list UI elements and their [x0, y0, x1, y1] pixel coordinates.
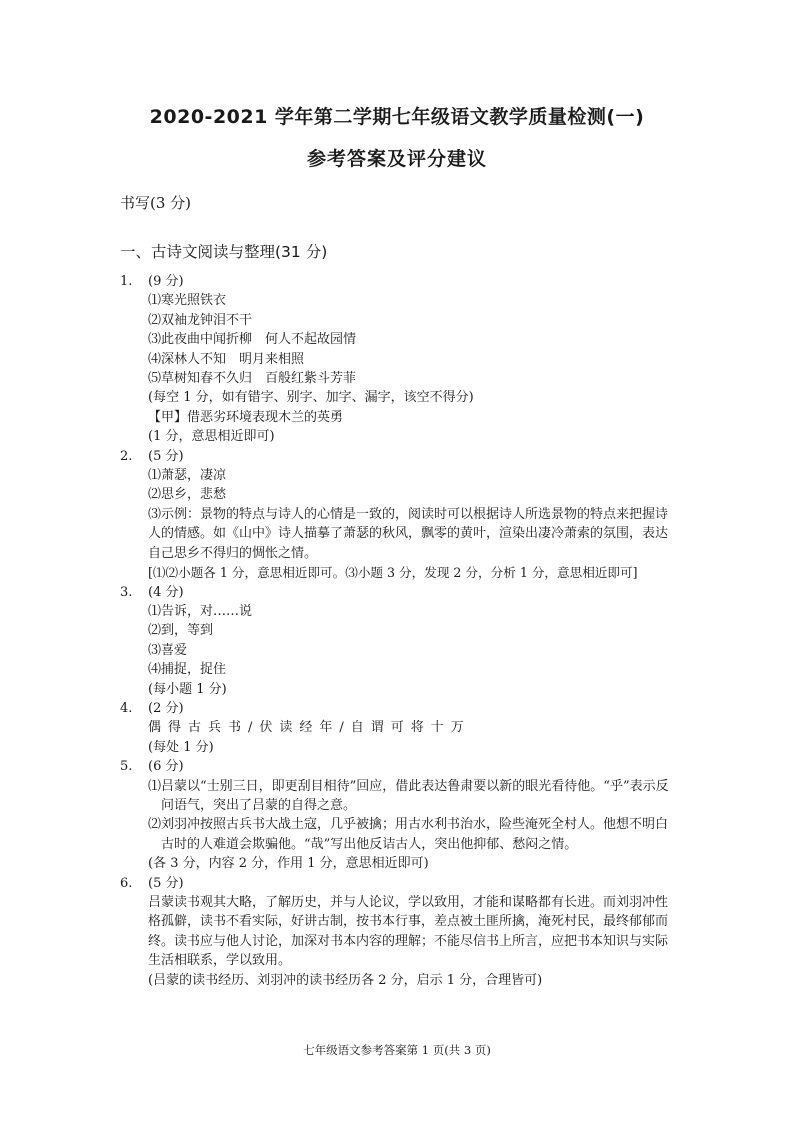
- question-number: 3.: [120, 584, 133, 600]
- scoring-rule: (1 分，意思相近即可): [148, 429, 275, 445]
- question-4: [120, 699, 680, 757]
- answer-item: ⑷捕捉，捉住: [148, 662, 227, 678]
- answer-item: 吕蒙读书观其大略，了解历史，并与人论议，学以致用，才能和谋略都有长进。而刘羽冲性格孤僻，读书不看实际，好讲古制，按书本行事，差点被土匪所擒，淹死村民，最终郁郁而终。读书应与他人讨论，加深对书本内容的理解；不能尽信书上所言，应把书本知识与实际生活相联系，学以致用。: [148, 895, 669, 969]
- question-number: 6.: [120, 875, 133, 891]
- page-title: 2020-2021 学年第二学期七年级语文教学质量检测(一): [149, 106, 645, 128]
- scoring-rule: (每空 1 分，如有错字、别字、加字、漏字，该空不得分): [148, 390, 474, 406]
- answer-item: 偶得古兵书/伏读经年/自谓可将十万: [148, 720, 471, 736]
- answer-item: 【甲】借恶劣环境表现木兰的英勇: [148, 409, 344, 425]
- section-heading: 一、古诗文阅读与整理(31 分): [120, 243, 328, 261]
- answer-item: ⑴告诉，对……说: [148, 603, 253, 619]
- question-score: (2 分): [148, 700, 184, 716]
- question-2: [120, 447, 680, 583]
- scoring-rule: [⑴⑵小题各 1 分，意思相近即可。⑶小题 3 分，发现 2 分，分析 1 分，意思相近即可]: [148, 565, 638, 581]
- question-score: (9 分): [148, 274, 184, 289]
- question-score: (5 分): [148, 875, 184, 891]
- answer-item: ⑵思乡，悲愁: [148, 487, 227, 503]
- question-6: [120, 874, 680, 990]
- answer-item: ⑵到，等到: [148, 623, 214, 639]
- question-number: 4.: [120, 700, 133, 716]
- writing-score-label: 书写(3 分): [120, 194, 192, 212]
- answer-item: ⑴寒光照铁衣: [148, 293, 227, 309]
- scoring-rule: (每小题 1 分): [148, 681, 227, 697]
- question-3: [120, 583, 680, 699]
- answer-item: ⑴萧瑟，凄凉: [148, 468, 227, 484]
- answer-item: ⑷深林人不知 明月来相照: [148, 351, 305, 367]
- answer-item: ⑵双袖龙钟泪不干: [148, 312, 253, 328]
- answer-item: ⑶此夜曲中闻折柳 何人不起故园情: [148, 332, 357, 348]
- question-number: 5.: [120, 759, 133, 775]
- scoring-rule: (各 3 分，内容 2 分，作用 1 分，意思相近即可): [148, 856, 429, 872]
- scoring-rule: (吕蒙的读书经历、刘羽冲的读书经历各 2 分，启示 1 分，合理皆可): [148, 972, 543, 988]
- question-score: (4 分): [148, 584, 184, 600]
- question-score: (6 分): [148, 759, 184, 775]
- answer-item: ⑴吕蒙以“士别三日，即更刮目相待”回应，借此表达鲁肃要以新的眼光看待他。“乎”表示反问语气，突出了吕蒙的自得之意。: [148, 778, 669, 813]
- question-5: [120, 757, 680, 873]
- answer-list: [120, 272, 680, 990]
- scoring-rule: (每处 1 分): [148, 739, 214, 755]
- answer-item: ⑶示例：景物的特点与诗人的心情是一致的，阅读时可以根据诗人所选景物的特点来把握诗人的情感。如《山中》诗人描摹了萧瑟的秋风，飘零的黄叶，渲染出凄冷萧索的氛围，表达自己思乡不得归的惆怅之情。: [148, 506, 669, 561]
- question-score: (5 分): [148, 448, 184, 464]
- question-number: 1.: [120, 274, 133, 289]
- answer-item: ⑶喜爱: [148, 642, 188, 658]
- question-1: [120, 272, 680, 447]
- answer-item: ⑵刘羽冲按照古兵书大战土寇，几乎被擒；用古水利书治水，险些淹死全村人。他想不明白古时的人难道会欺骗他。“哉”写出他反诘古人，突出他抑郁、愁闷之情。: [148, 817, 669, 852]
- page-subtitle: 参考答案及评分建议: [306, 148, 487, 170]
- answer-item: ⑸草树知春不久归 百般红紫斗芳菲: [148, 371, 357, 387]
- page-footer: 七年级语文参考答案第 1 页(共 3 页): [303, 1043, 491, 1057]
- question-number: 2.: [120, 448, 133, 464]
